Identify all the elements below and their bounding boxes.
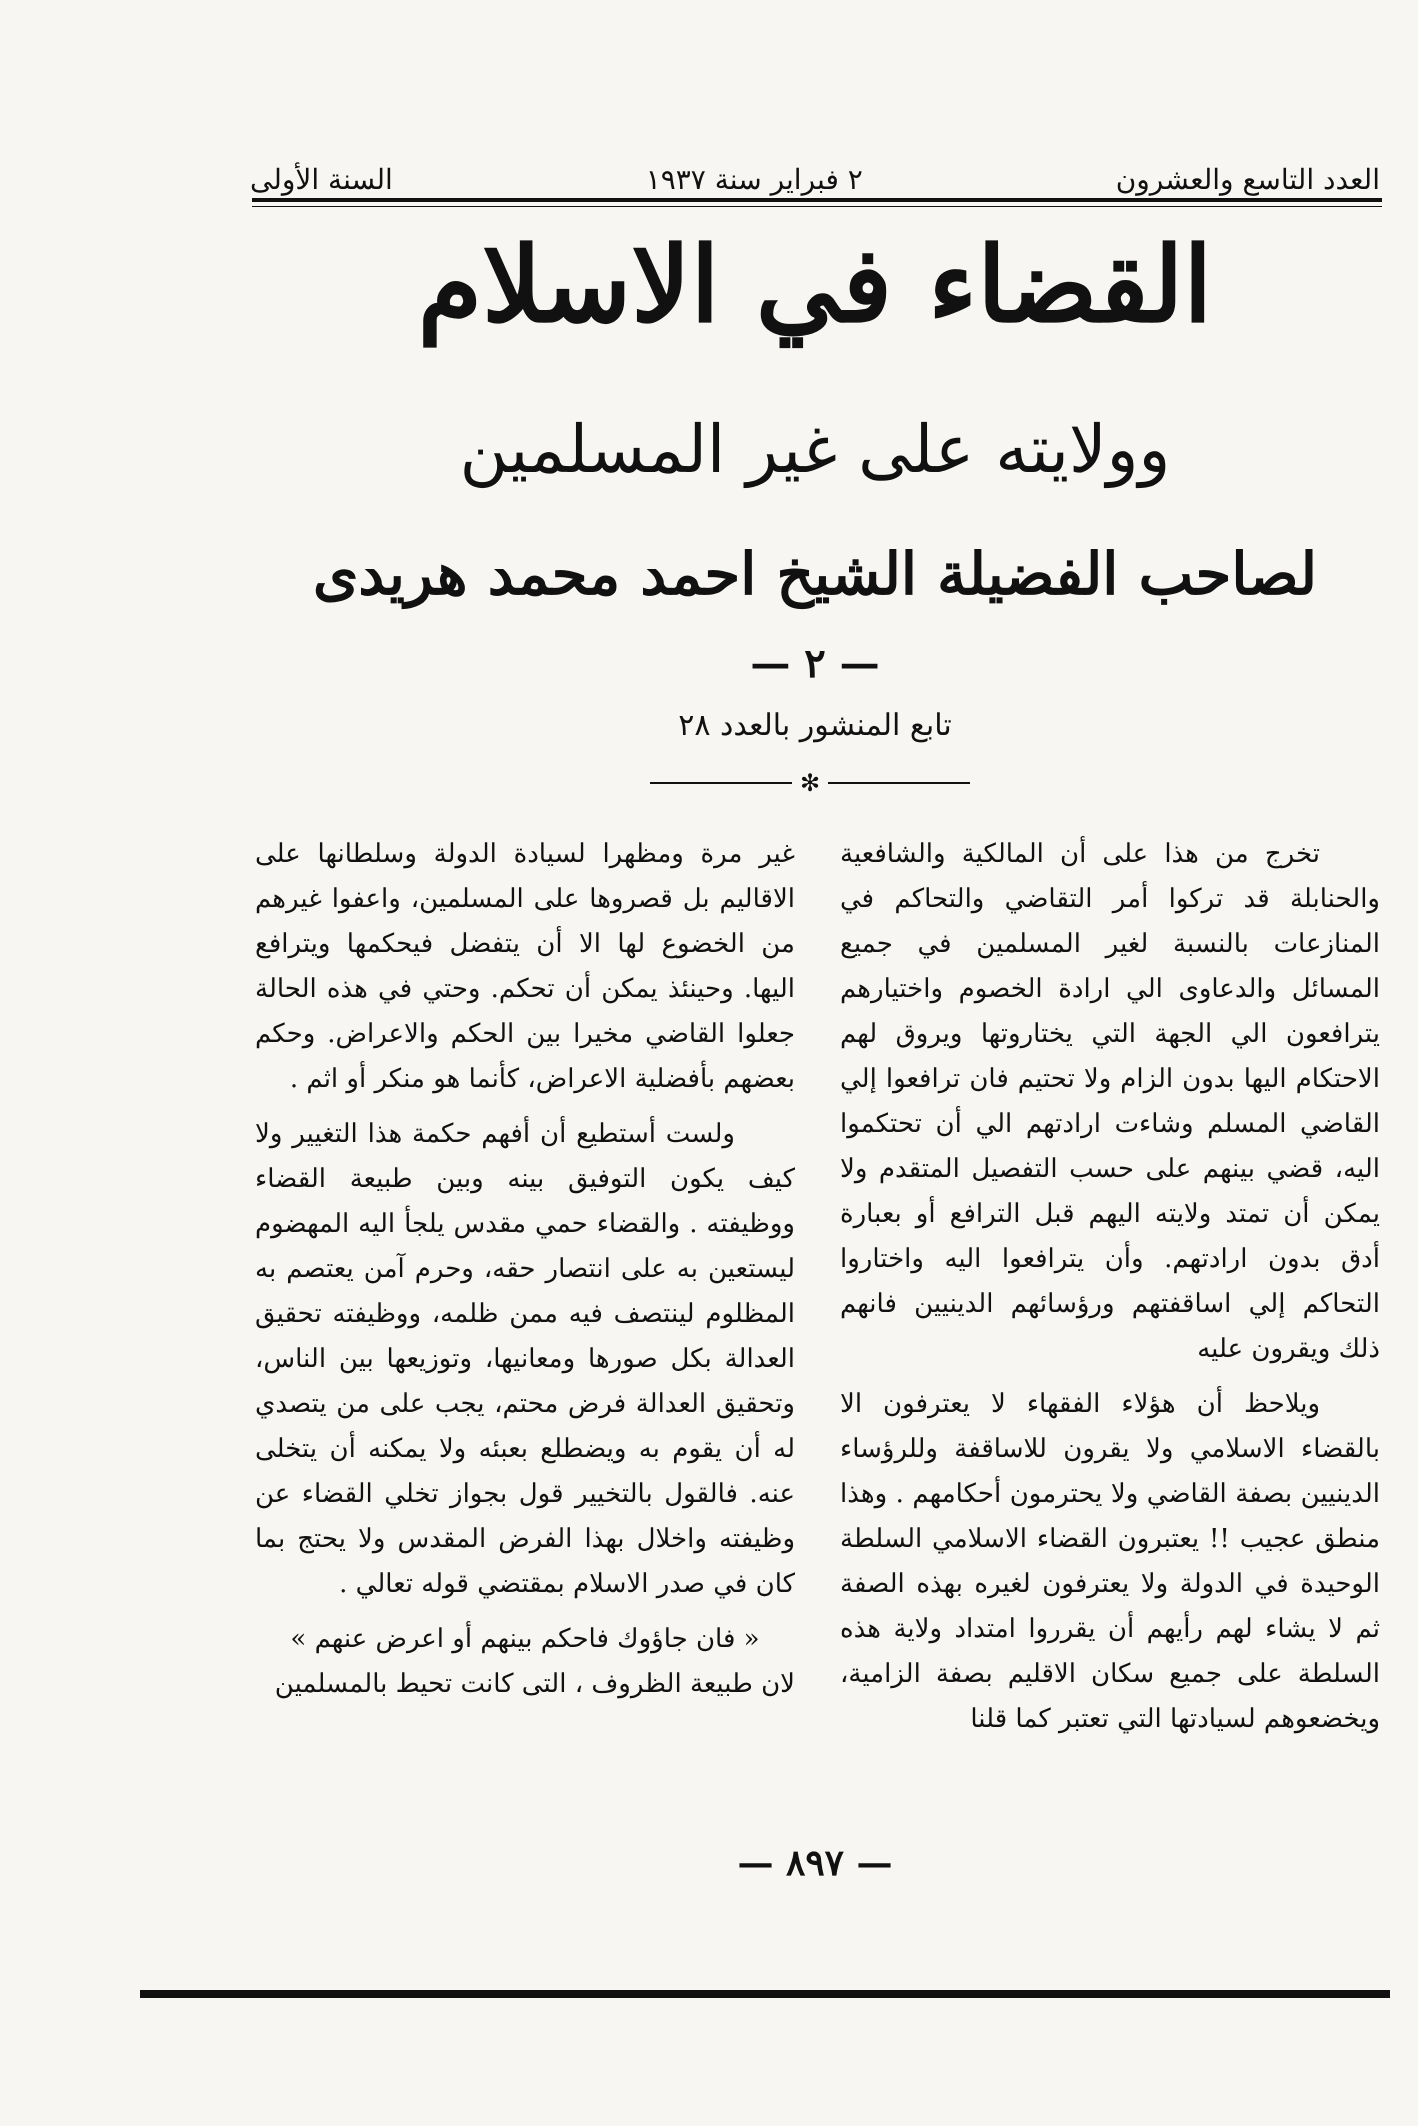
quran-quote: « فان جاؤوك فاحكم بينهم أو اعرض عنهم » <box>290 1624 760 1654</box>
paragraph: ولست أستطيع أن أفهم حكمة هذا التغيير ولا كيف يكون التوفيق بينه وبين طبيعة القضاء ووظيفته . والقضاء حمي مقدس يلجأ اليه المهضوم ليستعين به على انتصار حقه، وحرم آمن يعتصم به المظلوم لينتصف فيه ممن ظلمه، ووظيفته تحقيق العدالة بكل صورها ومعانيها، وتوزيعها بين الناس، وتحقيق العدالة فرض محتم، يجب على من يتصدي له أن يقوم به ويضطلع بعبئه ولا يمكنه أن يتخلى عنه. فالقول بالتخيير قول بجواز تخلي القضاء عن وظيفته واخلال بهذا الفرض المقدس ولا يحتج بما كان في صدر الاسلام بمقتضي قوله تعالي . <box>255 1119 795 1599</box>
header-rule-thick <box>252 198 1382 202</box>
article-subtitle: وولايته على غير المسلمين <box>459 411 1171 488</box>
part-number: — ٢ — <box>750 640 880 687</box>
article-author: لصاحب الفضيلة الشيخ احمد محمد هريدى <box>312 540 1318 608</box>
paragraph: لان طبيعة الظروف ، التى كانت تحيط بالمسلمين <box>274 1669 795 1699</box>
page-header <box>250 150 1380 196</box>
page-number: — ٨٩٧ — <box>737 1842 893 1884</box>
star-ornament-icon: ✻ <box>799 769 821 797</box>
divider-line-right <box>828 782 970 784</box>
divider-line-left <box>650 782 792 784</box>
issue-number: العدد التاسع والعشرون <box>1115 163 1380 196</box>
bottom-rule <box>140 1990 1390 1998</box>
continued-note: تابع المنشور بالعدد ٢٨ <box>678 708 952 743</box>
ornament-divider <box>650 768 970 798</box>
paragraph: غير مرة ومظهرا لسيادة الدولة وسلطانها على الاقاليم بل قصروها على المسلمين، واعفوا غيرهم من الخضوع لها الا أن يتفضل فيحكمها ويترافع اليها. وحينئذ يمكن أن تحكم. وحتي في هذه الحالة جعلوا القاضي مخيرا بين الحكم والاعراض. وحكم بعضهم بأفضلية الاعراض، كأنما هو منكر أو اثم . <box>255 839 795 1094</box>
article-title: القضاء في الاسلام <box>417 223 1213 346</box>
paragraph: ويلاحظ أن هؤلاء الفقهاء لا يعترفون الا بالقضاء الاسلامي ولا يقرون للاساقفة وللرؤساء الدينيين بصفة القاضي ولا يحترمون أحكامهم . وهذا منطق عجيب !! يعتبرون القضاء الاسلامي السلطة الوحيدة في الدولة ولا يعترفون لغيره بهذه الصفة ثم لا يشاء لهم رأيهم أن يقرروا امتداد ولاية هذه السلطة على جميع سكان الاقليم بصفة الزامية، ويخضعوهم لسيادتها التي تعتبر كما قلنا <box>840 1389 1380 1734</box>
paragraph: تخرج من هذا على أن المالكية والشافعية والحنابلة قد تركوا أمر التقاضي والتحاكم في المنازعات بالنسبة لغير المسلمين في جميع المسائل والدعاوى الي ارادة الخصوم واختيارهم يترافعون الي الجهة التي يختاروتها ويروق لهم الاحتكام اليها بدون الزام ولا تحتيم فان ترافعوا إلي القاضي المسلم وشاءت ارادتهم الي أن تحتكموا اليه، قضي بينهم على حسب التفصيل المتقدم ولا يمكن أن تمتد ولايته اليهم قبل الترافع أو بعبارة أدق بدون ارادتهم. وأن يترافعوا اليه واختاروا التحاكم إلي اساقفتهم ورؤسائهم الدينيين فانهم ذلك ويقرون عليه <box>840 839 1380 1364</box>
column-right <box>840 832 1380 1752</box>
header-rule-thin <box>252 206 1382 207</box>
issue-date: ٢ فبراير سنة ١٩٣٧ <box>645 163 863 196</box>
publication-year: السنة الأولى <box>250 163 393 196</box>
column-left <box>255 832 795 1717</box>
